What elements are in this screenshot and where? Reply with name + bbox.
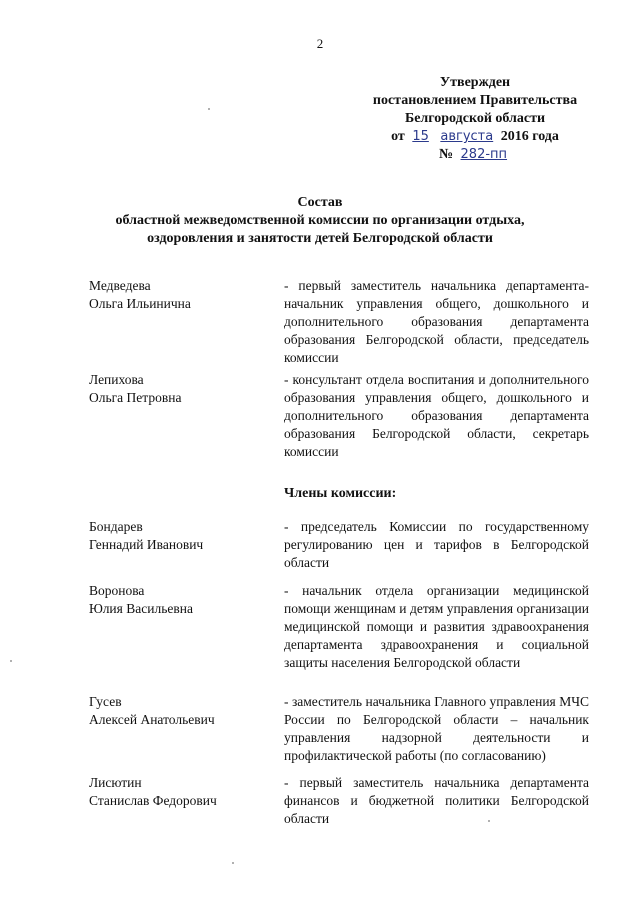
page-number: 2 xyxy=(316,36,324,51)
approval-number-value: 282-пп xyxy=(460,147,508,162)
person-role: - первый заместитель начальника департамента финансов и бюджетной политики Белгородской области xyxy=(284,775,589,826)
person-name xyxy=(89,693,269,729)
person-surname: Бондарев xyxy=(89,519,143,534)
person-role: - председатель Комиссии по государственному регулированию цен и тарифов в Белгородской области xyxy=(284,519,589,570)
person-surname: Медведева xyxy=(89,278,151,293)
person-name xyxy=(89,518,269,554)
person-surname: Воронова xyxy=(89,583,145,598)
person-surname: Лисютин xyxy=(89,775,142,790)
person-role: - начальник отдела организации медицинской помощи женщинам и детям управления организации медицинской помощи и развития здравоохранения департамента здравоохранения и социальной защиты населения Белгородской области xyxy=(284,583,589,670)
person-surname: Гусев xyxy=(89,694,122,709)
approval-region: Белгородской области xyxy=(404,111,546,126)
scan-speck xyxy=(232,862,234,864)
person-given-name: Станислав Федорович xyxy=(89,793,217,808)
member-entry xyxy=(89,774,589,828)
scan-speck xyxy=(488,820,490,822)
person-name xyxy=(89,277,269,313)
document-title xyxy=(60,194,580,248)
approval-date xyxy=(360,128,590,146)
approval-heading: Утвержден xyxy=(439,75,511,90)
person-given-name: Алексей Анатольевич xyxy=(89,712,215,727)
approval-date-prefix: от xyxy=(391,129,405,144)
person-name xyxy=(89,371,269,407)
person-role: - первый заместитель начальника департамента-начальник управления общего, дошкольного и дополнительного образования департамента образования Белгородской области, председатель комиссии xyxy=(284,278,589,365)
scan-speck xyxy=(208,108,210,110)
approval-number-prefix: № xyxy=(438,147,454,162)
member-entry xyxy=(89,582,589,690)
person-name xyxy=(89,582,269,618)
approval-date-day: 15 xyxy=(412,129,429,144)
person-name xyxy=(89,774,269,810)
commission-secretary-entry xyxy=(89,371,589,461)
approval-stamp xyxy=(360,74,590,164)
approval-date-month: августа xyxy=(440,129,494,144)
title-line-2: областной межведомственной комиссии по организации отдыха, xyxy=(115,213,525,228)
person-role: - консультант отдела воспитания и дополнительного образования управления общего, дошкольного и дополнительного образования департамента образования Белгородской области, секретарь комиссии xyxy=(284,372,589,459)
approval-number xyxy=(360,146,590,164)
approval-resolution: постановлением Правительства xyxy=(372,93,578,108)
title-line-1: Состав xyxy=(297,195,343,210)
person-role: - заместитель начальника Главного управления МЧС России по Белгородской области – начальник управления надзорной деятельности и профилактической работы (по согласованию) xyxy=(284,694,589,763)
person-given-name: Юлия Васильевна xyxy=(89,601,193,616)
person-given-name: Ольга Петровна xyxy=(89,390,182,405)
member-entry xyxy=(89,693,589,765)
person-given-name: Ольга Ильинична xyxy=(89,296,191,311)
approval-date-year: 2016 года xyxy=(500,129,559,144)
member-entry xyxy=(89,518,589,572)
person-surname: Лепихова xyxy=(89,372,144,387)
members-heading: Члены комиссии: xyxy=(284,486,397,501)
title-line-3: оздоровления и занятости детей Белгородской области xyxy=(147,231,493,246)
person-given-name: Геннадий Иванович xyxy=(89,537,204,552)
scan-speck xyxy=(10,660,12,662)
commission-chair-entry xyxy=(89,277,589,367)
